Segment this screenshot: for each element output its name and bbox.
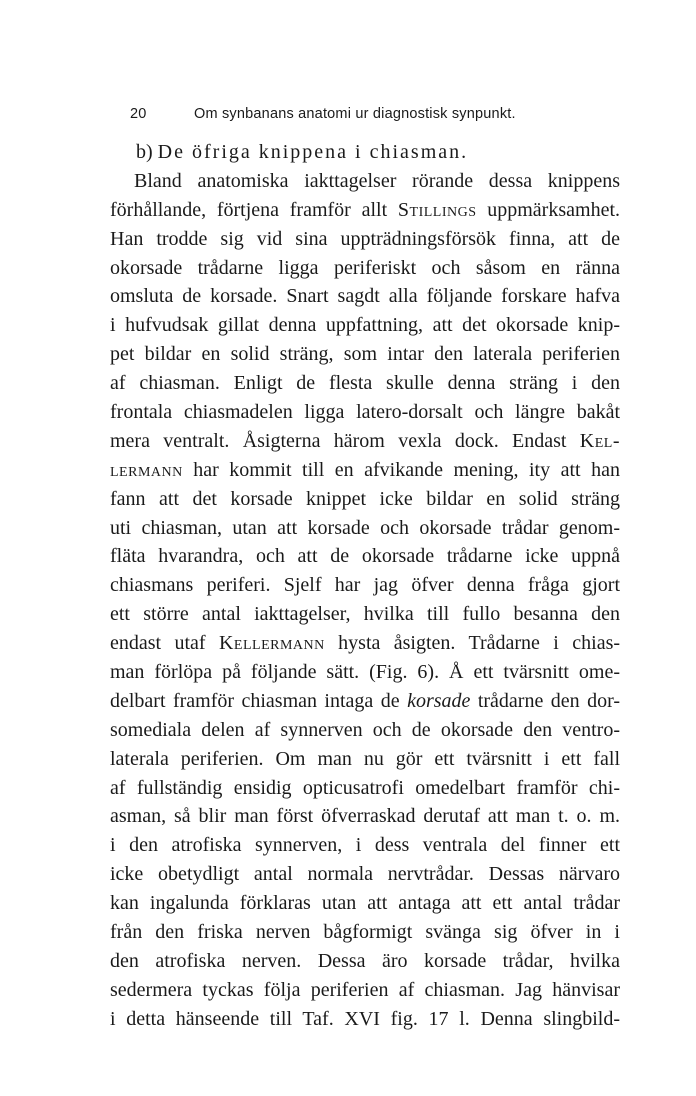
text-line: af fullständig ensidig opticusatrofi omedelbart framför chi- xyxy=(110,776,620,799)
body-text xyxy=(110,138,620,1034)
text-line: kan ingalunda förklaras utan att antaga att ett antal trådar xyxy=(110,892,620,915)
text-line: af chiasman. Enligt de flesta skulle denna sträng i den xyxy=(110,372,620,395)
text-line: i den atrofiska synnerven, i dess ventrala del finner ett xyxy=(110,834,620,857)
text-line: fläta hvarandra, och att de okorsade trådarne icke uppnå xyxy=(110,545,620,568)
text-line: okorsade trådarne ligga periferiskt och såsom en ränna xyxy=(110,256,620,279)
text-line: chiasmans periferi. Sjelf har jag öfver denna fråga gjort xyxy=(110,574,620,597)
text-line: ett större antal iakttagelser, hvilka till fullo besanna den xyxy=(110,603,620,626)
text-span: mera ventralt. Åsigterna härom vexla dock. Endast xyxy=(110,429,580,452)
section-title: De öfriga knippena i chiasman. xyxy=(157,141,469,163)
text-span: trådarne den dor- xyxy=(470,689,620,712)
text-line: Han trodde sig vid sina uppträdningsförsök finna, att de xyxy=(110,227,620,250)
text-line xyxy=(110,687,620,716)
text-line: från den friska nerven bågformigt svänga sig öfver in i xyxy=(110,921,620,944)
emphasis: korsade xyxy=(407,689,471,712)
text-line: icke obetydligt antal normala nervtrådar. Dessas närvaro xyxy=(110,863,620,886)
text-line xyxy=(110,196,620,225)
text-span: endast utaf xyxy=(110,632,219,655)
running-head xyxy=(130,106,610,126)
text-line: sedermera tyckas följa periferien af chiasman. Jag hänvisar xyxy=(110,978,620,1001)
running-title: Om synbanans anatomi ur diagnostisk synpunkt. xyxy=(194,106,516,122)
text-span: har kommit till en afvikande mening, ity att han xyxy=(182,458,620,481)
text-line: omsluta de korsade. Snart sagdt alla följande forskare hafva xyxy=(110,285,620,308)
page-number: 20 xyxy=(130,106,147,122)
text-line xyxy=(110,629,620,658)
text-span: uppmärksamhet. xyxy=(476,198,620,221)
text-line: somediala delen af synnerven och de okorsade den ventro- xyxy=(110,718,620,741)
text-line: i hufvudsak gillat denna uppfattning, att det okorsade knip- xyxy=(110,314,620,337)
text-line: i detta hänseende till Taf. XVI fig. 17 l. Denna slingbild- xyxy=(110,1007,620,1030)
text-line: frontala chiasmadelen ligga latero-dorsalt och längre bakåt xyxy=(110,401,620,424)
text-line: man förlöpa på följande sätt. (Fig. 6). Å ett tvärsnitt ome- xyxy=(110,661,620,684)
text-line: pet bildar en solid sträng, som intar den laterala periferien xyxy=(110,343,620,366)
text-line: Bland anatomiska iakttagelser rörande dessa knippens xyxy=(134,169,620,192)
text-line xyxy=(110,456,620,485)
author-name: Stillings xyxy=(397,198,477,221)
text-line: laterala periferien. Om man nu gör ett tvärsnitt i ett fall xyxy=(110,747,620,770)
text-line: uti chiasman, utan att korsade och okorsade trådar genom- xyxy=(110,516,620,539)
text-line: fann att det korsade knippet icke bildar en solid sträng xyxy=(110,487,620,510)
text-line: den atrofiska nerven. Dessa äro korsade trådar, hvilka xyxy=(110,949,620,972)
text-span: hysta åsigten. Trådarne i chias- xyxy=(324,632,620,655)
author-name: lermann xyxy=(110,458,183,481)
text-span: förhållande, förtjena framför allt xyxy=(110,198,398,221)
text-span: delbart framför chiasman intaga de xyxy=(110,689,408,712)
text-line xyxy=(110,427,620,456)
section-heading xyxy=(110,138,620,167)
author-name: Kellermann xyxy=(218,632,325,655)
section-label: b) xyxy=(136,141,153,163)
author-name: Kel- xyxy=(579,429,620,452)
text-line: asman, så blir man först öfverraskad derutaf att man t. o. m. xyxy=(110,805,620,828)
